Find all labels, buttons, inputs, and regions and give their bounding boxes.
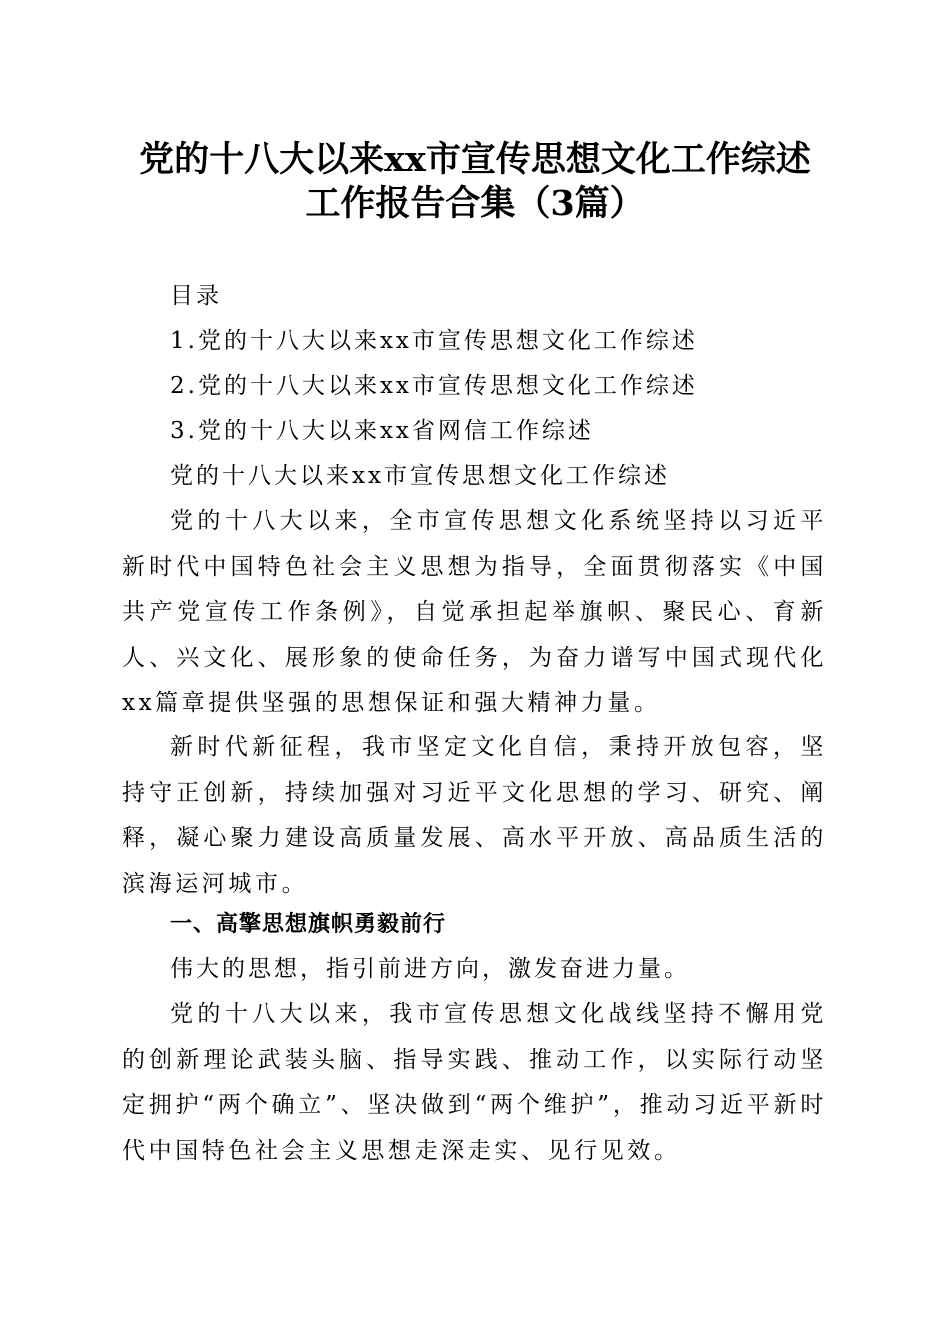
- toc-item-2: 2.党的十八大以来xx市宣传思想文化工作综述: [170, 373, 698, 399]
- paragraph-new-era: 新时代新征程，我市坚定文化自信，秉持开放包容，坚持守正创新，持续加强对习近平文化思想的学习、研究、阐释，凝心聚力建设高质量发展、高水平开放、高品质生活的滨海运河城市。: [122, 734, 827, 897]
- document-title-line-1: 党的十八大以来xx市宣传思想文化工作综述: [139, 139, 811, 180]
- section-1-lead: 伟大的思想，指引前进方向，激发奋进力量。: [170, 956, 690, 982]
- toc-item-3: 3.党的十八大以来xx省网信工作综述: [170, 418, 594, 444]
- paragraph-intro: 党的十八大以来，全市宣传思想文化系统坚持以习近平新时代中国特色社会主义思想为指导，全面贯彻落实《中国共产党宣传工作条例》，自觉承担起举旗帜、聚民心、育新人、兴文化、展形象的使命任务，为奋力谱写中国式现代化xx篇章提供坚强的思想保证和强大精神力量。: [122, 508, 827, 716]
- toc-label: 目录: [170, 283, 222, 309]
- toc-item-1: 1.党的十八大以来xx市宣传思想文化工作综述: [170, 328, 698, 354]
- article-title: 党的十八大以来xx市宣传思想文化工作综述: [170, 463, 670, 489]
- section-heading-1: 一、高擎思想旗帜勇毅前行: [170, 912, 447, 937]
- section-1-paragraph: 党的十八大以来，我市宣传思想文化战线坚持不懈用党的创新理论武装头脑、指导实践、推动工作，以实际行动坚定拥护“两个确立”、坚决做到“两个维护”，推动习近平新时代中国特色社会主义思想走深走实、见行见效。: [122, 1001, 827, 1164]
- document-title-line-2: 工作报告合集（3篇）: [305, 183, 645, 224]
